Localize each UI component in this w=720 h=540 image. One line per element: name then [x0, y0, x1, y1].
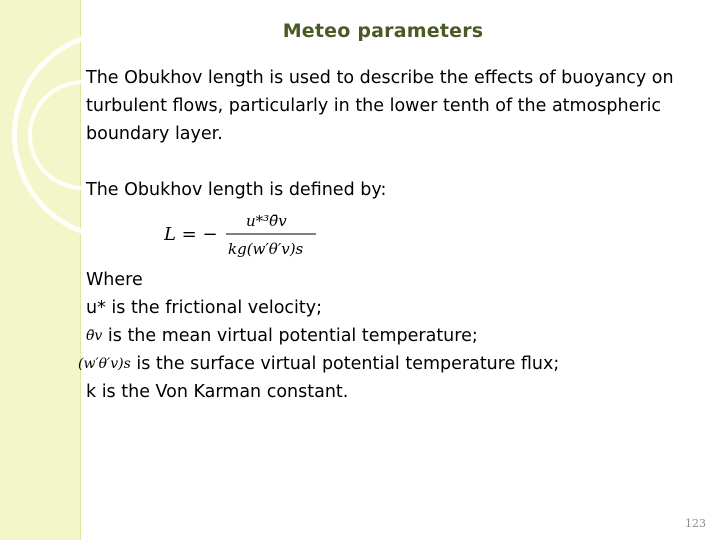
formula-graphic	[164, 206, 334, 264]
slide-body	[78, 64, 714, 406]
page-number: 123	[685, 517, 706, 530]
definition-row	[78, 350, 714, 378]
flux-symbol: (w′θ′v)s	[78, 356, 131, 372]
where-label: Where	[86, 270, 143, 290]
decorative-side-band	[0, 0, 81, 540]
definition-row	[86, 322, 714, 350]
definition-text: is the mean virtual potential temperature;	[102, 326, 478, 346]
definition-text: k is the Von Karman constant.	[86, 382, 349, 402]
spacer	[86, 148, 714, 176]
formula-numerator: u*³θ̄v	[246, 212, 287, 230]
obukhov-formula	[86, 204, 714, 266]
definition-text: is the surface virtual potential temperature flux;	[130, 354, 560, 374]
formula-lhs: L = −	[164, 224, 218, 245]
intro-paragraph: The Obukhov length is used to describe the effects of buoyancy on turbulent flows, particularly in the lower tenth of the atmospheric boundary layer.	[86, 68, 674, 144]
formula-denominator: kg(w′θ′v)s	[228, 240, 304, 258]
definition-text: u* is the frictional velocity;	[86, 298, 323, 318]
definition-row	[86, 378, 714, 406]
defined-by-text: The Obukhov length is defined by:	[86, 180, 387, 200]
definition-row	[86, 294, 714, 322]
theta-v-symbol: θ̄v	[86, 328, 103, 344]
slide-title: Meteo parameters	[282, 20, 484, 42]
